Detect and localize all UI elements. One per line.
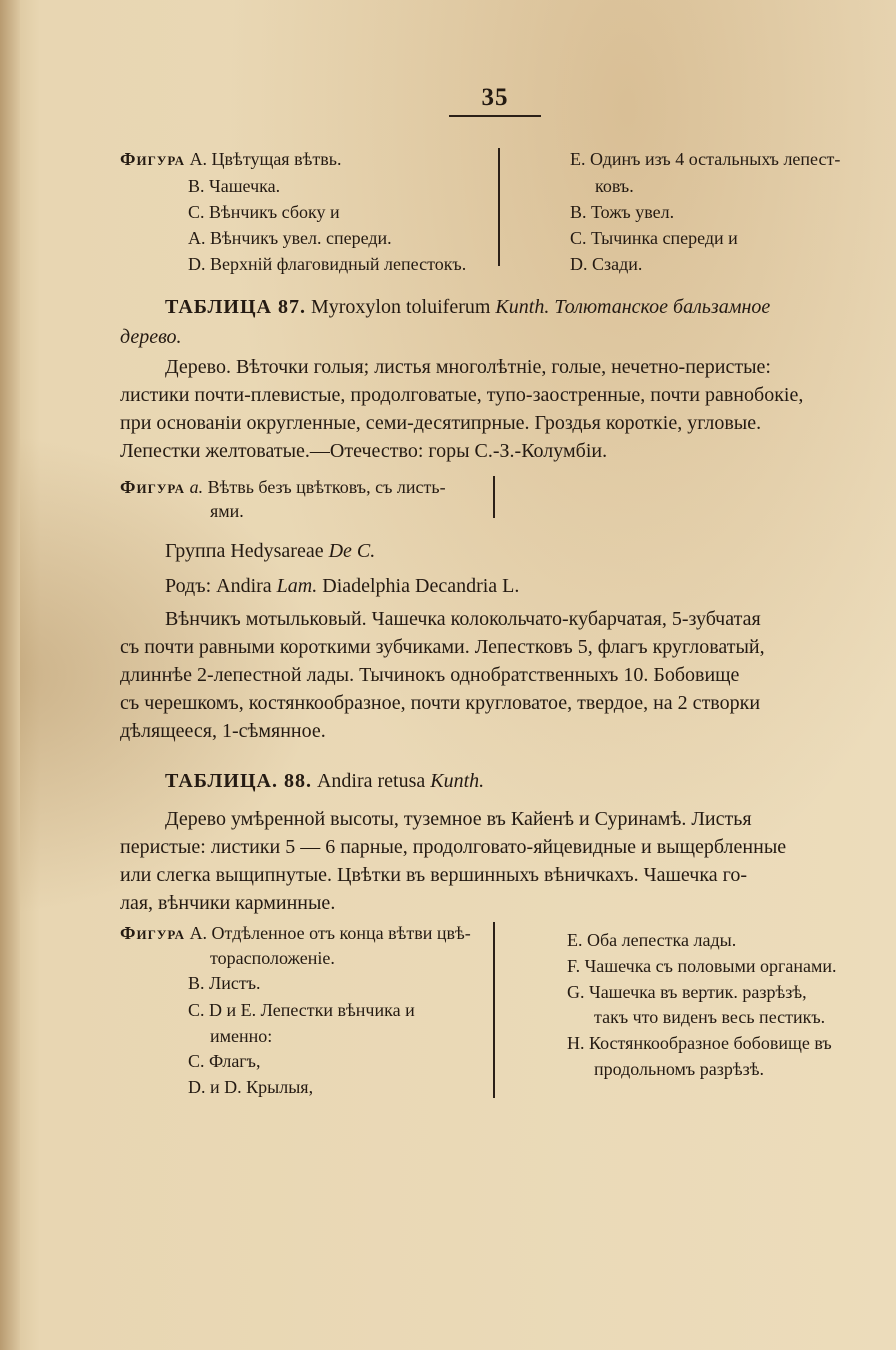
figure-legend-88-b: B. Листъ.: [188, 973, 261, 993]
table-87-desc-line: Лепестки желтоватые.—Отечество: горы С.-З.-Колумбіи.: [120, 440, 608, 462]
book-spine: [0, 0, 20, 1350]
table-87-heading: ТАБЛИЦА 87. Myroxylon toluiferum Kunth. Толютанское бальзамное: [165, 296, 771, 318]
figure-legend-88-c2: именно:: [210, 1026, 273, 1046]
figure-legend-87-right-a: E. Одинъ изъ 4 остальныхъ лепест-: [570, 149, 841, 169]
figure-legend-87-e: D. Верхній флаговидный лепестокъ.: [188, 254, 467, 274]
table-88-desc-line: Дерево умѣренной высоты, туземное въ Кайенѣ и Суринамѣ. Листья: [165, 808, 752, 830]
table-88-heading: ТАБЛИЦА. 88. Andira retusa Kunth.: [165, 770, 485, 792]
figure-legend-87-c: С. Вѣнчикъ сбоку и: [188, 202, 340, 222]
figure-legend-87-right-d: D. Сзади.: [570, 254, 643, 274]
figure-legend-88-e: D. и D. Крылыя,: [188, 1077, 314, 1097]
figure-legend-88-right-a: E. Оба лепестка лады.: [567, 930, 737, 950]
figure-legend-87-a: Фигура А. Цвѣтущая вѣтвь.: [120, 149, 342, 169]
figure-legend-88-right-d2: продольномъ разрѣзѣ.: [594, 1059, 764, 1079]
figure-legend-87-d: А. Вѣнчикъ увел. спереди.: [188, 228, 392, 248]
table-88-desc-line: лая, вѣнчики карминные.: [120, 892, 336, 914]
table-88-desc-line: или слегка выщипнутые. Цвѣтки въ вершинныхъ вѣничкахъ. Чашечка го-: [120, 864, 747, 886]
figure-87a-cont: ями.: [210, 501, 244, 521]
genus-desc-line: съ черешкомъ, костянкообразное, почти кругловатое, твердое, на 2 створки: [120, 692, 761, 714]
header-rule: [449, 115, 541, 117]
genus-desc-line: длиннѣе 2-лепестной лады. Тычинокъ однобратственныхъ 10. Бобовище: [120, 664, 740, 686]
figure-legend-87-right-a2: ковъ.: [595, 176, 634, 196]
figure-legend-87-right-c: C. Тычинка спереди и: [570, 228, 738, 248]
genus-desc-line: Вѣнчикъ мотыльковый. Чашечка колокольчато-кубарчатая, 5-зубчатая: [165, 608, 761, 630]
figure-87a: Фигура a. Вѣтвь безъ цвѣтковъ, съ листь-: [120, 477, 446, 497]
figure-legend-87-b: В. Чашечка.: [188, 176, 281, 196]
figure-legend-88-right-b: F. Чашечка съ половыми органами.: [567, 956, 837, 976]
table-87-desc-line: листики почти-плевистые, продолговатые, тупо-заостренные, почти равнобокіе,: [120, 384, 804, 406]
table-87-heading-cont: дерево.: [120, 326, 182, 348]
figure-legend-88-d: C. Флагъ,: [188, 1051, 261, 1071]
figure-legend-88-right-d: H. Костянкообразное бобовище въ: [567, 1033, 832, 1053]
table-88-desc-line: перистые: листики 5 — 6 парные, продолговато-яйцевидные и выщербленные: [120, 836, 787, 858]
table-87-desc-line: Дерево. Вѣточки голыя; листья многолѣтніе, голые, нечетно-перистые:: [165, 356, 771, 378]
figure-legend-88-right-c: G. Чашечка въ вертик. разрѣзѣ,: [567, 982, 807, 1002]
column-divider: [493, 922, 495, 1098]
figure-legend-87-right-b: B. Тожъ увел.: [570, 202, 675, 222]
figure-legend-88-a: Фигура А. Отдѣленное отъ конца вѣтви цвѣ-: [120, 923, 471, 943]
genus-heading: Родъ: Andira Lam. Diadelphia Decandria L.: [165, 575, 520, 597]
table-87-desc-line: при основаніи округленные, семи-десятипрные. Гроздья короткіе, угловые.: [120, 412, 762, 434]
genus-desc-line: дѣлящееся, 1-сѣмянное.: [120, 720, 326, 742]
column-divider: [498, 148, 500, 266]
page-number: 35: [481, 84, 509, 111]
fig87a-divider: [493, 476, 495, 518]
figure-legend-88-a2: торасположеніе.: [210, 948, 335, 968]
figure-legend-88-c: C. D и E. Лепестки вѣнчика и: [188, 1000, 415, 1020]
genus-desc-line: съ почти равными короткими зубчиками. Лепестковъ 5, флагъ кругловатый,: [120, 636, 765, 658]
group-heading: Группа Hedysareae De C.: [165, 540, 376, 562]
figure-legend-88-right-c2: такъ что виденъ весь пестикъ.: [594, 1007, 826, 1027]
